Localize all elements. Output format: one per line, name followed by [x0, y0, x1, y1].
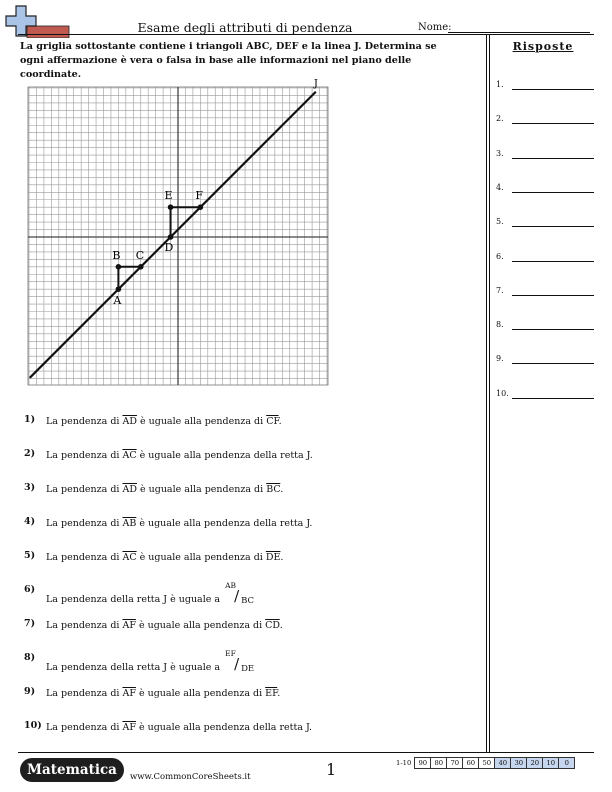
score-scale: [396, 757, 575, 769]
question-middle: è uguale alla pendenza della retta J.: [136, 450, 313, 461]
answer-blank[interactable]: [512, 398, 594, 399]
segment-name: $\overline{CF}$: [266, 416, 279, 427]
score-cell: 20: [526, 757, 543, 769]
point-label-a: A: [113, 294, 122, 308]
segment-name: $\overline{CD}$: [265, 620, 280, 631]
fraction-slash: /: [234, 587, 240, 605]
answer-number: 10.: [496, 388, 509, 398]
answer-number: 6.: [496, 251, 504, 261]
point-label-d: D: [164, 241, 174, 254]
subject-badge: Matematica: [20, 758, 124, 782]
slope-fraction: [223, 581, 259, 606]
question-prefix: La pendenza di: [46, 484, 123, 495]
segment-name: $\overline{AD}$: [122, 484, 137, 495]
point-d: [168, 234, 174, 240]
answer-number: 7.: [496, 285, 504, 295]
question-prefix: La pendenza di: [46, 450, 123, 461]
question-prefix: La pendenza di: [46, 416, 123, 427]
name-field[interactable]: [448, 32, 590, 33]
answer-number: 1.: [496, 80, 504, 89]
question-text: [46, 649, 259, 674]
answer-row: [496, 286, 596, 300]
fraction-denominator: DE: [241, 664, 255, 674]
question-text: [46, 581, 259, 606]
question-suffix: .: [277, 688, 281, 699]
answer-blank[interactable]: [512, 89, 594, 90]
answer-blank[interactable]: [512, 261, 594, 262]
name-label: Nome:: [418, 22, 452, 33]
segment-name: $\overline{AF}$: [122, 722, 136, 733]
question-middle: è uguale alla pendenza di: [136, 484, 267, 495]
answers-title: Risposte: [512, 40, 574, 53]
column-divider: [489, 34, 490, 752]
point-e: [168, 204, 174, 210]
question-text: [46, 484, 283, 495]
answer-blank[interactable]: [512, 295, 594, 296]
fraction-numerator: AB: [225, 581, 237, 590]
question-suffix: .: [280, 552, 284, 563]
footer-divider: [18, 752, 594, 753]
answer-number: 4.: [496, 182, 504, 192]
point-b: [116, 264, 122, 270]
question-text: [46, 722, 312, 733]
point-label-f: F: [195, 189, 203, 203]
answer-row: [496, 149, 596, 163]
score-cell: 70: [446, 757, 463, 769]
answer-row: [496, 389, 596, 403]
instructions: La griglia sottostante contiene i triangoli ABC, DEF e la linea J. Determina se ogni affermazione è vera o falsa in base alle informazioni nel piano delle coordinate.: [20, 41, 437, 80]
score-cell: 60: [462, 757, 479, 769]
fraction-denominator: BC: [241, 596, 255, 606]
page-number: 1: [326, 760, 337, 779]
question-middle: è uguale alla pendenza di: [136, 416, 267, 427]
answer-number: 2.: [496, 114, 504, 124]
question-prefix: La pendenza di: [46, 688, 123, 699]
answer-blank[interactable]: [512, 226, 594, 227]
site-url: www.CommonCoreSheets.it: [130, 772, 251, 782]
point-f: [198, 204, 204, 210]
point-label-c: C: [135, 248, 145, 262]
question-number: 3): [24, 482, 36, 493]
answer-blank[interactable]: [512, 123, 594, 124]
question-middle: è uguale alla pendenza di: [135, 620, 266, 631]
question-middle: è uguale alla pendenza della retta J.: [135, 722, 313, 733]
answer-blank[interactable]: [512, 192, 594, 193]
question-suffix: .: [279, 620, 283, 631]
question-number: 5): [24, 550, 36, 561]
segment-name: $\overline{AC}$: [122, 450, 137, 461]
answer-blank[interactable]: [512, 158, 594, 159]
question-prefix: La pendenza di: [46, 518, 123, 529]
question-suffix: .: [280, 484, 284, 495]
question-prefix: La pendenza di: [46, 620, 123, 631]
question-text: [46, 416, 282, 427]
answer-blank[interactable]: [512, 329, 594, 330]
point-a: [116, 286, 122, 292]
question-text: [46, 552, 283, 563]
question-middle: è uguale alla pendenza di: [135, 688, 266, 699]
segment-name: $\overline{AC}$: [122, 552, 137, 563]
segment-name: $\overline{AD}$: [122, 416, 137, 427]
answer-number: 9.: [496, 354, 504, 364]
question-number: 6): [24, 584, 36, 595]
question-text: [46, 450, 313, 461]
answer-blank[interactable]: [512, 363, 594, 364]
answer-row: [496, 183, 596, 197]
segment-name: $\overline{AF}$: [122, 688, 136, 699]
point-c: [138, 264, 144, 270]
answer-number: 3.: [496, 148, 504, 158]
answer-row: [496, 320, 596, 334]
question-middle: è uguale alla pendenza della retta J.: [136, 518, 313, 529]
question-text: [46, 688, 280, 699]
question-number: 1): [24, 414, 36, 425]
question-statement: La pendenza della retta J è uguale a: [46, 594, 224, 605]
answer-number: 8.: [496, 320, 504, 330]
question-number: 9): [24, 686, 36, 697]
score-cell: 80: [430, 757, 447, 769]
question-text: [46, 620, 283, 631]
question-number: 2): [24, 448, 36, 459]
segment-name: $\overline{EF}$: [265, 688, 278, 699]
question-number: 7): [24, 618, 36, 629]
answer-row: [496, 354, 596, 368]
question-text: [46, 518, 312, 529]
point-label-e: E: [164, 189, 173, 203]
slope-fraction: [223, 649, 259, 674]
question-number: 10): [24, 720, 42, 731]
line-j: [30, 92, 316, 378]
question-prefix: La pendenza di: [46, 552, 123, 563]
point-label-b: B: [112, 248, 121, 262]
segment-name: $\overline{BC}$: [266, 484, 281, 495]
question-middle: è uguale alla pendenza di: [136, 552, 266, 563]
fraction-slash: /: [234, 655, 240, 673]
score-cell: 10: [542, 757, 559, 769]
segment-name: $\overline{AB}$: [122, 518, 137, 529]
score-cell: 90: [414, 757, 431, 769]
coordinate-grid: [0, 0, 340, 400]
answer-row: [496, 114, 596, 128]
question-number: 8): [24, 652, 36, 663]
question-prefix: La pendenza di: [46, 722, 123, 733]
line-j-label: J: [313, 78, 318, 90]
segment-name: $\overline{AF}$: [122, 620, 136, 631]
score-cell: 30: [510, 757, 527, 769]
fraction-numerator: EF: [225, 649, 236, 658]
answer-number: 5.: [496, 217, 504, 227]
question-statement: La pendenza della retta J è uguale a: [46, 662, 224, 673]
page-title: Esame degli attributi di pendenza: [137, 20, 353, 35]
answer-row: [496, 217, 596, 231]
segment-name: $\overline{DE}$: [265, 552, 281, 563]
question-number: 4): [24, 516, 36, 527]
question-suffix: .: [278, 416, 282, 427]
answer-row: [496, 252, 596, 266]
score-cell: 40: [494, 757, 511, 769]
score-scale-label: 1-10: [396, 759, 412, 767]
score-cell: 50: [478, 757, 495, 769]
score-cell: 0: [558, 757, 575, 769]
column-divider: [486, 34, 487, 752]
answer-row: [496, 80, 596, 94]
